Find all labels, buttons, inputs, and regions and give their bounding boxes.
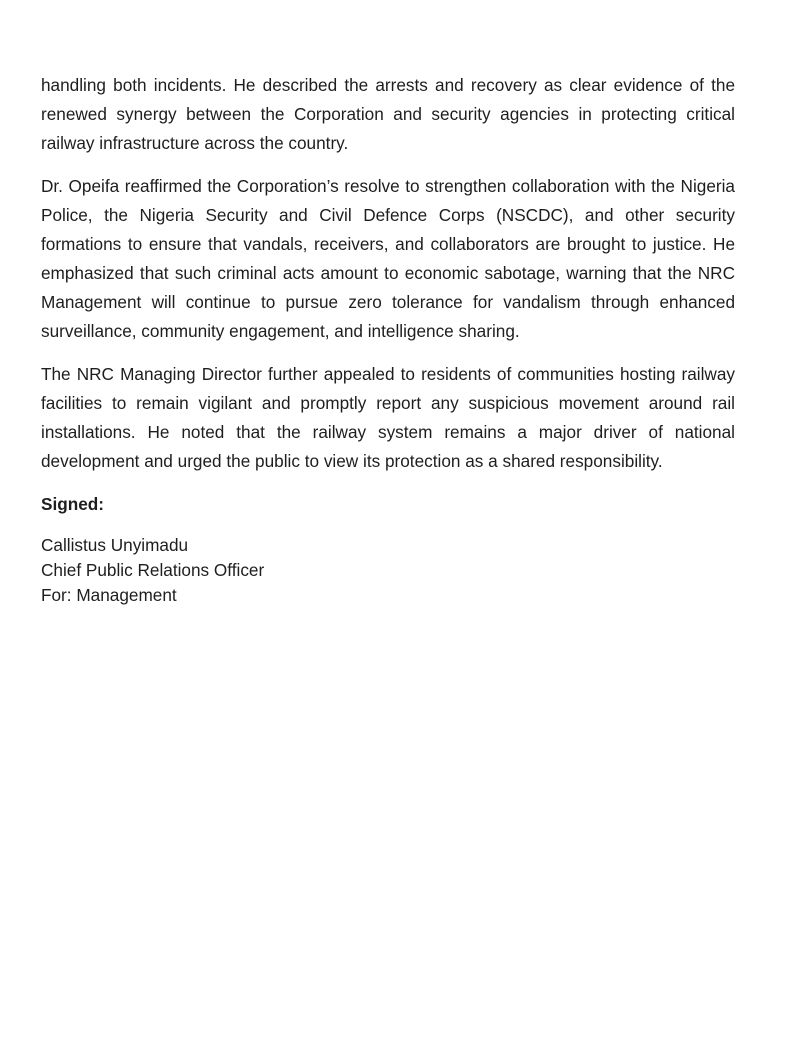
document-body bbox=[41, 71, 735, 608]
signatory-name: Callistus Unyimadu bbox=[41, 535, 189, 555]
signature-block bbox=[41, 533, 735, 608]
paragraph-incidents: handling both incidents. He described the arrests and recovery as clear evidence of the renewed synergy between the Corporation and security agencies in protecting critical railway infrastructure across the country. bbox=[41, 75, 735, 153]
signatory-for-line: For: Management bbox=[41, 585, 177, 605]
signatory-title: Chief Public Relations Officer bbox=[41, 560, 265, 580]
paragraph-appeal: The NRC Managing Director further appealed to residents of communities hosting railway facilities to remain vigilant and promptly report any suspicious movement around rail installations. He noted that the railway system remains a major driver of national development and urged the public to view its protection as a shared responsibility. bbox=[41, 364, 735, 471]
signed-label: Signed: bbox=[41, 494, 105, 514]
paragraph-collaboration: Dr. Opeifa reaffirmed the Corporation’s resolve to strengthen collaboration with the Nigeria Police, the Nigeria Security and Civil Defence Corps (NSCDC), and other security formations to ensure that vandals, receivers, and collaborators are brought to justice. He emphasized that such criminal acts amount to economic sabotage, warning that the NRC Management will continue to pursue zero tolerance for vandalism through enhanced surveillance, community engagement, and intelligence sharing. bbox=[41, 176, 735, 341]
